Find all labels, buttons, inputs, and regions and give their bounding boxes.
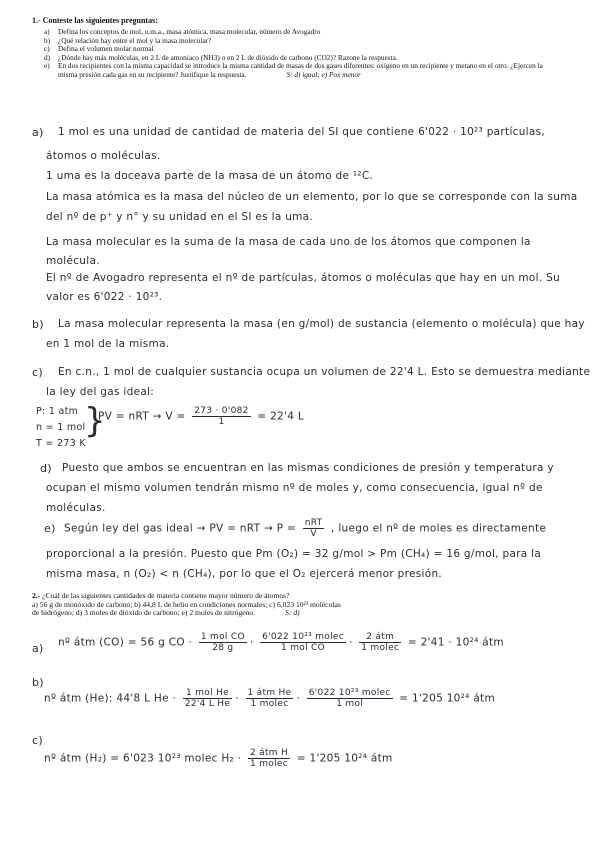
answer-line: moléculas. [46, 502, 106, 514]
answer-line: ocupan el mismo volumen tendrán mismo nº de moles y, como consecuencia, igual nº de [46, 482, 543, 494]
answer-line: 1 uma es la doceava parte de la masa de un átomo de ¹²C. [46, 170, 374, 182]
ideal-gas-equation: PV = nRT → V = $\frac{273 \cdot 0'082}{1}$ = 22'4 L [98, 406, 304, 427]
answer-a-label: a) [32, 126, 44, 139]
answer-line: 1 mol es una unidad de cantidad de materia del SI que contiene 6'022 · 10²³ partículas, [58, 126, 546, 138]
gas-data-moles: n = 1 mol [36, 422, 86, 433]
atoms-co-calculation: nº átm (CO) = 56 g CO · $\frac{\text{1 mol CO}}{28 g}$ · $\frac{\text{6'022 10²³ molec}}{\text{1 mol CO}}$ · $\frac{\text{2 átm}}{\text{1 molec}}$ = 2'41 · 10²⁴ átm [58, 632, 504, 653]
answer-line: valor es 6'022 · 10²³. [46, 291, 163, 303]
brace-icon: } [84, 401, 106, 441]
answer-line: El nº de Avogadro representa el nº de partículas, átomos o moléculas que hay en un mol. Su [46, 272, 561, 284]
answer-b-label: b) [32, 318, 44, 331]
answer-line: Según ley del gas ideal → PV = nRT → P = $\frac{\text{nRT}}{V}$ , luego el nº de moles es directamente [64, 518, 547, 539]
solution-note: S: d) igual; e) Pox menor [286, 69, 361, 79]
answer-line: del nº de p⁺ y n° y su unidad en el SI es la uma. [46, 211, 314, 223]
list-item: a) Defina los conceptos de mol, u.m.a., masa atómica, masa molecular, número de Avogadro [44, 27, 321, 36]
question-2-title: 2.- ¿Cuál de las siguientes cantidades de materia contiene mayor número de átomos? a) 56 g de monóxido de carbono; b) 44,8 L de helio en condiciones normales; c) 6,023 10²³ moléculas de hidrógeno; d) 3 moles de dióxido de carbono; e) 2 moles de nitrógeno. S: d) [32, 591, 341, 618]
answer-b-label: b) [32, 676, 44, 689]
list-item: b) ¿Qué relación hay entre el mol y la masa molecular? [44, 35, 212, 45]
answer-line: La masa atómica es la masa del núcleo de un elemento, por lo que se corresponde con la suma [46, 191, 578, 203]
gas-data-temperature: T = 273 K [36, 438, 86, 449]
solution-note: S: d) [285, 608, 300, 618]
answer-line: La masa molecular es la suma de la masa de cada uno de los átomos que componen la [46, 236, 531, 248]
answer-c-label: c) [32, 734, 43, 747]
answer-line: En c.n., 1 mol de cualquier sustancia ocupa un volumen de 22'4 L. Esto se demuestra mediante [58, 366, 591, 378]
question-1-list [44, 28, 564, 80]
gas-data-pressure: P: 1 atm [36, 406, 79, 417]
answer-line: en 1 mol de la misma. [46, 338, 170, 350]
answer-d-label: d) [40, 462, 52, 475]
answer-line: La masa molecular representa la masa (en g/mol) de sustancia (elemento o molécula) que hay [58, 318, 585, 330]
list-item: c) Defina el volumen molar normal [44, 44, 154, 54]
volume-fraction: $\frac{273 \cdot 0'082}{1}$ [194, 406, 249, 427]
answer-e-label: e) [44, 522, 56, 535]
question-1-title: 1.- Conteste las siguientes preguntas: [32, 16, 158, 25]
answer-c-label: c) [32, 366, 43, 379]
answer-line: proporcional a la presión. Puesto que Pm (O₂) = 32 g/mol > Pm (CH₄) = 16 g/mol, para la [46, 548, 542, 560]
answer-line: Puesto que ambos se encuentran en las mismas condiciones de presión y temperatura y [62, 462, 554, 474]
answer-line: misma masa, n (O₂) < n (CH₄), por lo que el O₂ ejercerá menor presión. [46, 568, 443, 580]
answer-line: la ley del gas ideal: [46, 386, 155, 398]
list-item: d) ¿Dónde hay más moléculas, en 2 L de amoniaco (NH3) o en 2 L de dióxido de carbono (CO2)? Razone la respuesta. [44, 52, 398, 62]
atoms-he-calculation: nº átm (He): 44'8 L He · $\frac{\text{1 mol He}}{\text{22'4 L He}}$ · $\frac{\text{1 átm He}}{\text{1 molec}}$ · $\frac{\text{6'022 10²³ molec}}{\text{1 mol}}$ = 1'205 10²⁴ átm [44, 688, 495, 709]
atoms-h2-calculation: nº átm (H₂) = 6'023 10²³ molec H₂ · $\frac{\text{2 átm H}}{\text{1 molec}}$ = 1'205 10²⁴ átm [44, 748, 393, 769]
answer-a-label: a) [32, 642, 44, 655]
answer-line: molécula. [46, 255, 100, 267]
answer-line: átomos o moléculas. [46, 150, 161, 162]
list-item: e) En dos recipientes con la misma capacidad se introduce la misma cantidad de masas de dos gases diferentes: oxígeno en un recipiente y metano en el otro. ¿Ejercen la misma presión cada gas en su recipiente? Justifique la respuesta. S: d) igual; e) Pox menor [44, 61, 543, 79]
pressure-fraction: $\frac{\text{nRT}}{V}$ [304, 518, 323, 539]
